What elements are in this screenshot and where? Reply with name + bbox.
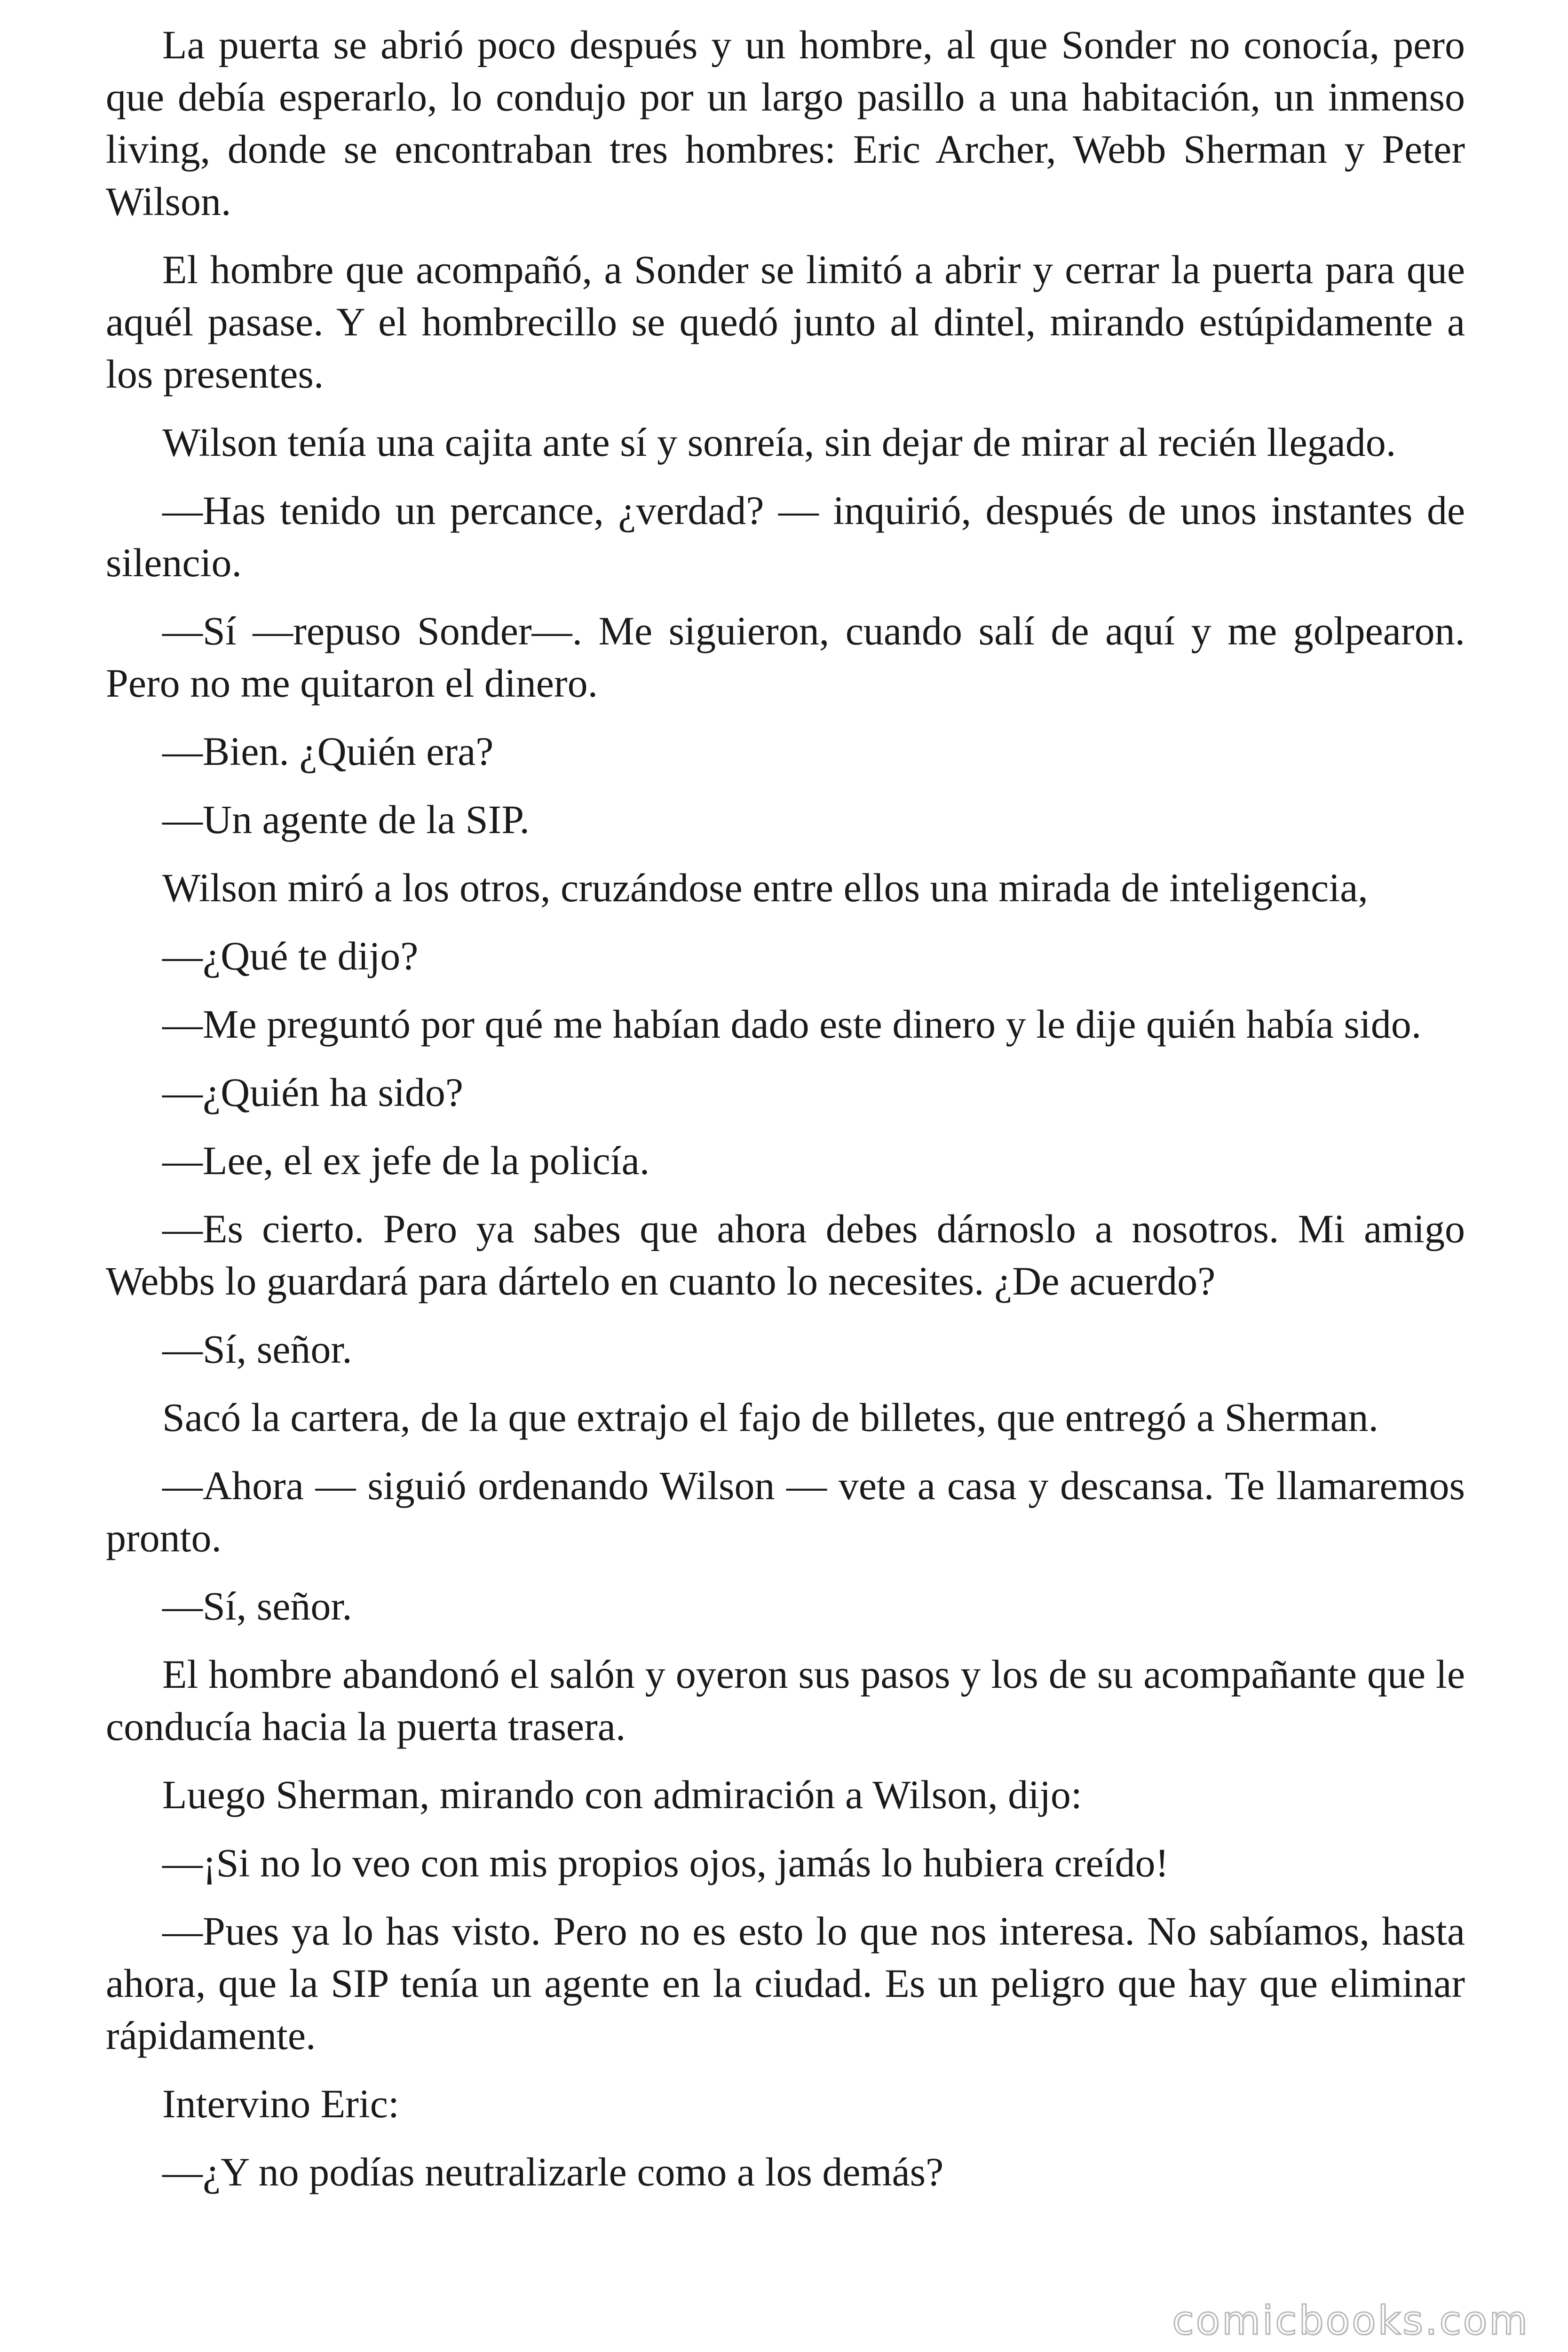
paragraph: El hombre que acompañó, a Sonder se limitó a abrir y cerrar la puerta para que aquél pasase. Y el hombrecillo se quedó junto al dintel, mirando estúpidamente a los presentes. xyxy=(106,247,1465,397)
paragraph: Luego Sherman, mirando con admiración a Wilson, dijo: xyxy=(162,1772,1082,1817)
paragraph: —Es cierto. Pero ya sabes que ahora debes dárnoslo a nosotros. Mi amigo Webbs lo guardará para dártelo en cuanto lo necesites. ¿De acuerdo? xyxy=(106,1206,1465,1303)
paragraph: Wilson tenía una cajita ante sí y sonreía, sin dejar de mirar al recién llegado. xyxy=(162,420,1396,465)
paragraph: —Has tenido un percance, ¿verdad? — inquirió, después de unos instantes de silencio. xyxy=(106,488,1465,585)
paragraph: —Me preguntó por qué me habían dado este dinero y le dije quién había sido. xyxy=(162,1001,1422,1047)
paragraph: El hombre abandonó el salón y oyeron sus pasos y los de su acompañante que le conducía hacia la puerta trasera. xyxy=(106,1652,1465,1749)
paragraph: —¡Si no lo veo con mis propios ojos, jamás lo hubiera creído! xyxy=(162,1840,1169,1885)
paragraph: —Ahora — siguió ordenando Wilson — vete a casa y descansa. Te llamaremos pronto. xyxy=(106,1463,1465,1560)
paragraph: —Pues ya lo has visto. Pero no es esto lo que nos interesa. No sabíamos, hasta ahora, que la SIP tenía un agente en la ciudad. Es un peligro que hay que eliminar rápidamente. xyxy=(106,1908,1465,2058)
page-body xyxy=(106,19,1465,2214)
paragraph: —Sí —repuso Sonder—. Me siguieron, cuando salí de aquí y me golpearon. Pero no me quitaron el dinero. xyxy=(106,608,1465,706)
paragraph: La puerta se abrió poco después y un hombre, al que Sonder no conocía, pero que debía esperarlo, lo condujo por un largo pasillo a una habitación, un inmenso living, donde se encontraban tres hombres: Eric Archer, Webb Sherman y Peter Wilson. xyxy=(106,22,1465,224)
paragraph: —Sí, señor. xyxy=(162,1327,352,1372)
paragraph: —Bien. ¿Quién era? xyxy=(162,729,494,774)
paragraph: —¿Quién ha sido? xyxy=(162,1070,464,1115)
paragraph: —¿Y no podías neutralizarle como a los demás? xyxy=(162,2149,944,2194)
paragraph: Wilson miró a los otros, cruzándose entre ellos una mirada de inteligencia, xyxy=(162,865,1368,910)
paragraph: Intervino Eric: xyxy=(162,2081,399,2126)
paragraph: —¿Qué te dijo? xyxy=(162,933,419,978)
paragraph: —Lee, el ex jefe de la policía. xyxy=(162,1138,650,1183)
watermark-logo: comicbooks.com xyxy=(1172,2297,1529,2344)
paragraph: —Sí, señor. xyxy=(162,1583,352,1629)
paragraph: Sacó la cartera, de la que extrajo el fajo de billetes, que entregó a Sherman. xyxy=(162,1395,1379,1440)
paragraph: —Un agente de la SIP. xyxy=(162,797,530,842)
